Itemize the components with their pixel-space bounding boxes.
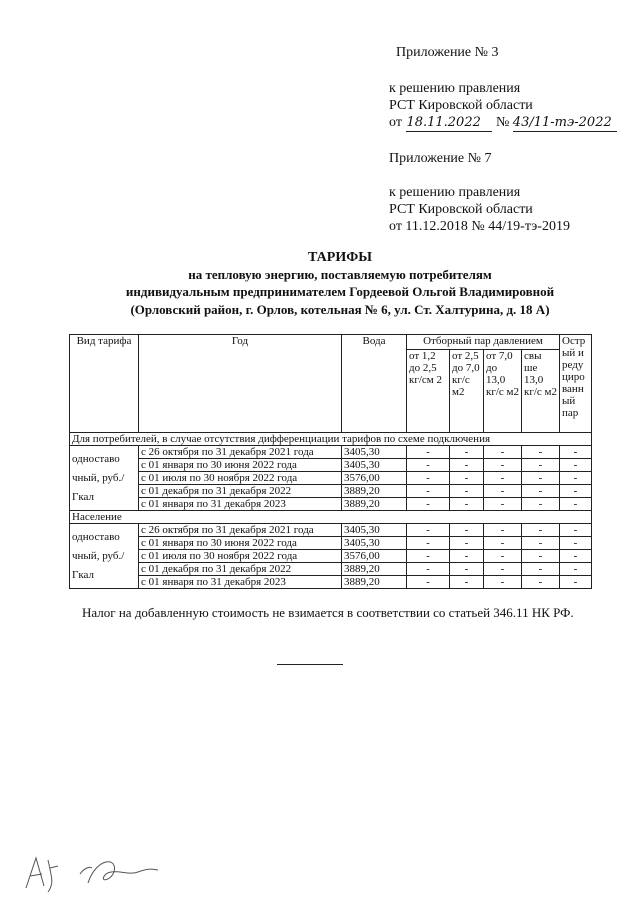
period-cell: с 26 октября по 31 декабря 2021 года bbox=[139, 446, 342, 459]
ot-label: от bbox=[389, 115, 402, 130]
steam-tariff-cell: - bbox=[522, 459, 560, 472]
steam-tariff-cell: - bbox=[560, 576, 592, 589]
original-decision-ref: от 11.12.2018 № 44/19-тэ-2019 bbox=[389, 219, 570, 234]
steam-tariff-cell: - bbox=[560, 524, 592, 537]
period-cell: с 01 декабря по 31 декабря 2022 bbox=[139, 485, 342, 498]
steam-tariff-cell: - bbox=[522, 485, 560, 498]
handwritten-date: 18.11.2022 bbox=[406, 114, 492, 132]
water-tariff-cell: 3576,00 bbox=[342, 550, 407, 563]
title-line-3: индивидуальным предпринимателем Гордеевой Ольгой Владимировной bbox=[125, 284, 555, 299]
col-ostr-header: Остр ый и реду циро ванн ый пар bbox=[560, 335, 592, 433]
steam-tariff-cell: - bbox=[450, 524, 484, 537]
table-row bbox=[70, 550, 592, 563]
water-tariff-cell: 3405,30 bbox=[342, 524, 407, 537]
steam-tariff-cell: - bbox=[522, 537, 560, 550]
tariff-table bbox=[69, 334, 592, 589]
steam-tariff-cell: - bbox=[484, 537, 522, 550]
col-voda-header: Вода bbox=[342, 335, 407, 433]
sub-header-1: от 1,2 до 2,5 кг/см 2 bbox=[407, 350, 450, 433]
tariff-type-cell: одноставо чный, руб./Гкал bbox=[70, 524, 139, 589]
sub-header-2: от 2,5 до 7,0 кг/с м2 bbox=[450, 350, 484, 433]
table-row bbox=[70, 446, 592, 459]
steam-tariff-cell: - bbox=[407, 498, 450, 511]
steam-tariff-cell: - bbox=[522, 563, 560, 576]
steam-tariff-cell: - bbox=[407, 563, 450, 576]
table-row bbox=[70, 472, 592, 485]
section-title: Население bbox=[70, 511, 592, 524]
title-line-2: на тепловую энергию, поставляемую потребителям bbox=[188, 267, 492, 282]
steam-tariff-cell: - bbox=[450, 446, 484, 459]
closing-rule bbox=[277, 664, 343, 665]
water-tariff-cell: 3405,30 bbox=[342, 459, 407, 472]
steam-tariff-cell: - bbox=[407, 537, 450, 550]
steam-tariff-cell: - bbox=[560, 485, 592, 498]
steam-tariff-cell: - bbox=[450, 576, 484, 589]
handwritten-number: 43/11-тэ-2022 bbox=[513, 114, 617, 132]
steam-tariff-cell: - bbox=[560, 472, 592, 485]
steam-tariff-cell: - bbox=[522, 550, 560, 563]
decision-line-2: к решению правления bbox=[389, 185, 521, 200]
steam-tariff-cell: - bbox=[484, 472, 522, 485]
period-cell: с 26 октября по 31 декабря 2021 года bbox=[139, 524, 342, 537]
steam-tariff-cell: - bbox=[407, 524, 450, 537]
rst-line-2: РСТ Кировской области bbox=[389, 202, 533, 217]
steam-tariff-cell: - bbox=[450, 550, 484, 563]
steam-tariff-cell: - bbox=[560, 459, 592, 472]
period-cell: с 01 января по 31 декабря 2023 bbox=[139, 576, 342, 589]
water-tariff-cell: 3576,00 bbox=[342, 472, 407, 485]
decision-date-line bbox=[389, 114, 629, 132]
steam-tariff-cell: - bbox=[407, 459, 450, 472]
number-sign: № bbox=[495, 115, 510, 130]
steam-tariff-cell: - bbox=[484, 524, 522, 537]
col-god-header: Год bbox=[139, 335, 342, 433]
col-vid-header: Вид тарифа bbox=[70, 335, 139, 433]
steam-tariff-cell: - bbox=[522, 472, 560, 485]
table-row bbox=[70, 563, 592, 576]
sub-header-3: от 7,0 до 13,0 кг/с м2 bbox=[484, 350, 522, 433]
table-row bbox=[70, 537, 592, 550]
appendix-3-label: Приложение № 3 bbox=[396, 45, 499, 60]
col-otbor-header: Отборный пар давлением bbox=[407, 335, 560, 350]
steam-tariff-cell: - bbox=[522, 576, 560, 589]
table-header-row bbox=[70, 335, 592, 350]
water-tariff-cell: 3405,30 bbox=[342, 537, 407, 550]
steam-tariff-cell: - bbox=[560, 563, 592, 576]
steam-tariff-cell: - bbox=[484, 446, 522, 459]
steam-tariff-cell: - bbox=[407, 472, 450, 485]
water-tariff-cell: 3889,20 bbox=[342, 498, 407, 511]
steam-tariff-cell: - bbox=[560, 498, 592, 511]
signature-mark bbox=[18, 838, 168, 898]
steam-tariff-cell: - bbox=[484, 459, 522, 472]
title-line-4: (Орловский район, г. Орлов, котельная № 6, ул. Ст. Халтурина, д. 18 А) bbox=[130, 302, 550, 317]
sub-header-4: свы ше 13,0 кг/с м2 bbox=[522, 350, 560, 433]
water-tariff-cell: 3405,30 bbox=[342, 446, 407, 459]
table-row bbox=[70, 459, 592, 472]
water-tariff-cell: 3889,20 bbox=[342, 563, 407, 576]
page-title: ТАРИФЫ bbox=[308, 250, 372, 265]
appendix-7-label: Приложение № 7 bbox=[389, 151, 492, 166]
period-cell: с 01 декабря по 31 декабря 2022 bbox=[139, 563, 342, 576]
steam-tariff-cell: - bbox=[450, 563, 484, 576]
table-row bbox=[70, 576, 592, 589]
period-cell: с 01 января по 30 июня 2022 года bbox=[139, 537, 342, 550]
period-cell: с 01 января по 30 июня 2022 года bbox=[139, 459, 342, 472]
steam-tariff-cell: - bbox=[560, 537, 592, 550]
steam-tariff-cell: - bbox=[484, 563, 522, 576]
water-tariff-cell: 3889,20 bbox=[342, 485, 407, 498]
period-cell: с 01 июля по 30 ноября 2022 года bbox=[139, 472, 342, 485]
section-row bbox=[70, 511, 592, 524]
rst-line-1: РСТ Кировской области bbox=[389, 98, 533, 113]
steam-tariff-cell: - bbox=[407, 485, 450, 498]
table-row bbox=[70, 524, 592, 537]
table-row bbox=[70, 498, 592, 511]
period-cell: с 01 января по 31 декабря 2023 bbox=[139, 498, 342, 511]
steam-tariff-cell: - bbox=[450, 537, 484, 550]
tax-note: Налог на добавленную стоимость не взимается в соответствии со статьей 346.11 НК РФ. bbox=[82, 605, 574, 620]
steam-tariff-cell: - bbox=[522, 446, 560, 459]
steam-tariff-cell: - bbox=[484, 550, 522, 563]
steam-tariff-cell: - bbox=[522, 498, 560, 511]
steam-tariff-cell: - bbox=[407, 550, 450, 563]
steam-tariff-cell: - bbox=[407, 576, 450, 589]
section-title: Для потребителей, в случае отсутствия дифференциации тарифов по схеме подключения bbox=[70, 433, 592, 446]
steam-tariff-cell: - bbox=[450, 498, 484, 511]
water-tariff-cell: 3889,20 bbox=[342, 576, 407, 589]
steam-tariff-cell: - bbox=[450, 459, 484, 472]
steam-tariff-cell: - bbox=[560, 446, 592, 459]
tariff-type-cell: одноставо чный, руб./Гкал bbox=[70, 446, 139, 511]
table-row bbox=[70, 485, 592, 498]
steam-tariff-cell: - bbox=[484, 576, 522, 589]
steam-tariff-cell: - bbox=[407, 446, 450, 459]
section-row bbox=[70, 433, 592, 446]
steam-tariff-cell: - bbox=[450, 472, 484, 485]
steam-tariff-cell: - bbox=[560, 550, 592, 563]
steam-tariff-cell: - bbox=[522, 524, 560, 537]
steam-tariff-cell: - bbox=[484, 498, 522, 511]
steam-tariff-cell: - bbox=[450, 485, 484, 498]
period-cell: с 01 июля по 30 ноября 2022 года bbox=[139, 550, 342, 563]
steam-tariff-cell: - bbox=[484, 485, 522, 498]
decision-line-1: к решению правления bbox=[389, 81, 521, 96]
